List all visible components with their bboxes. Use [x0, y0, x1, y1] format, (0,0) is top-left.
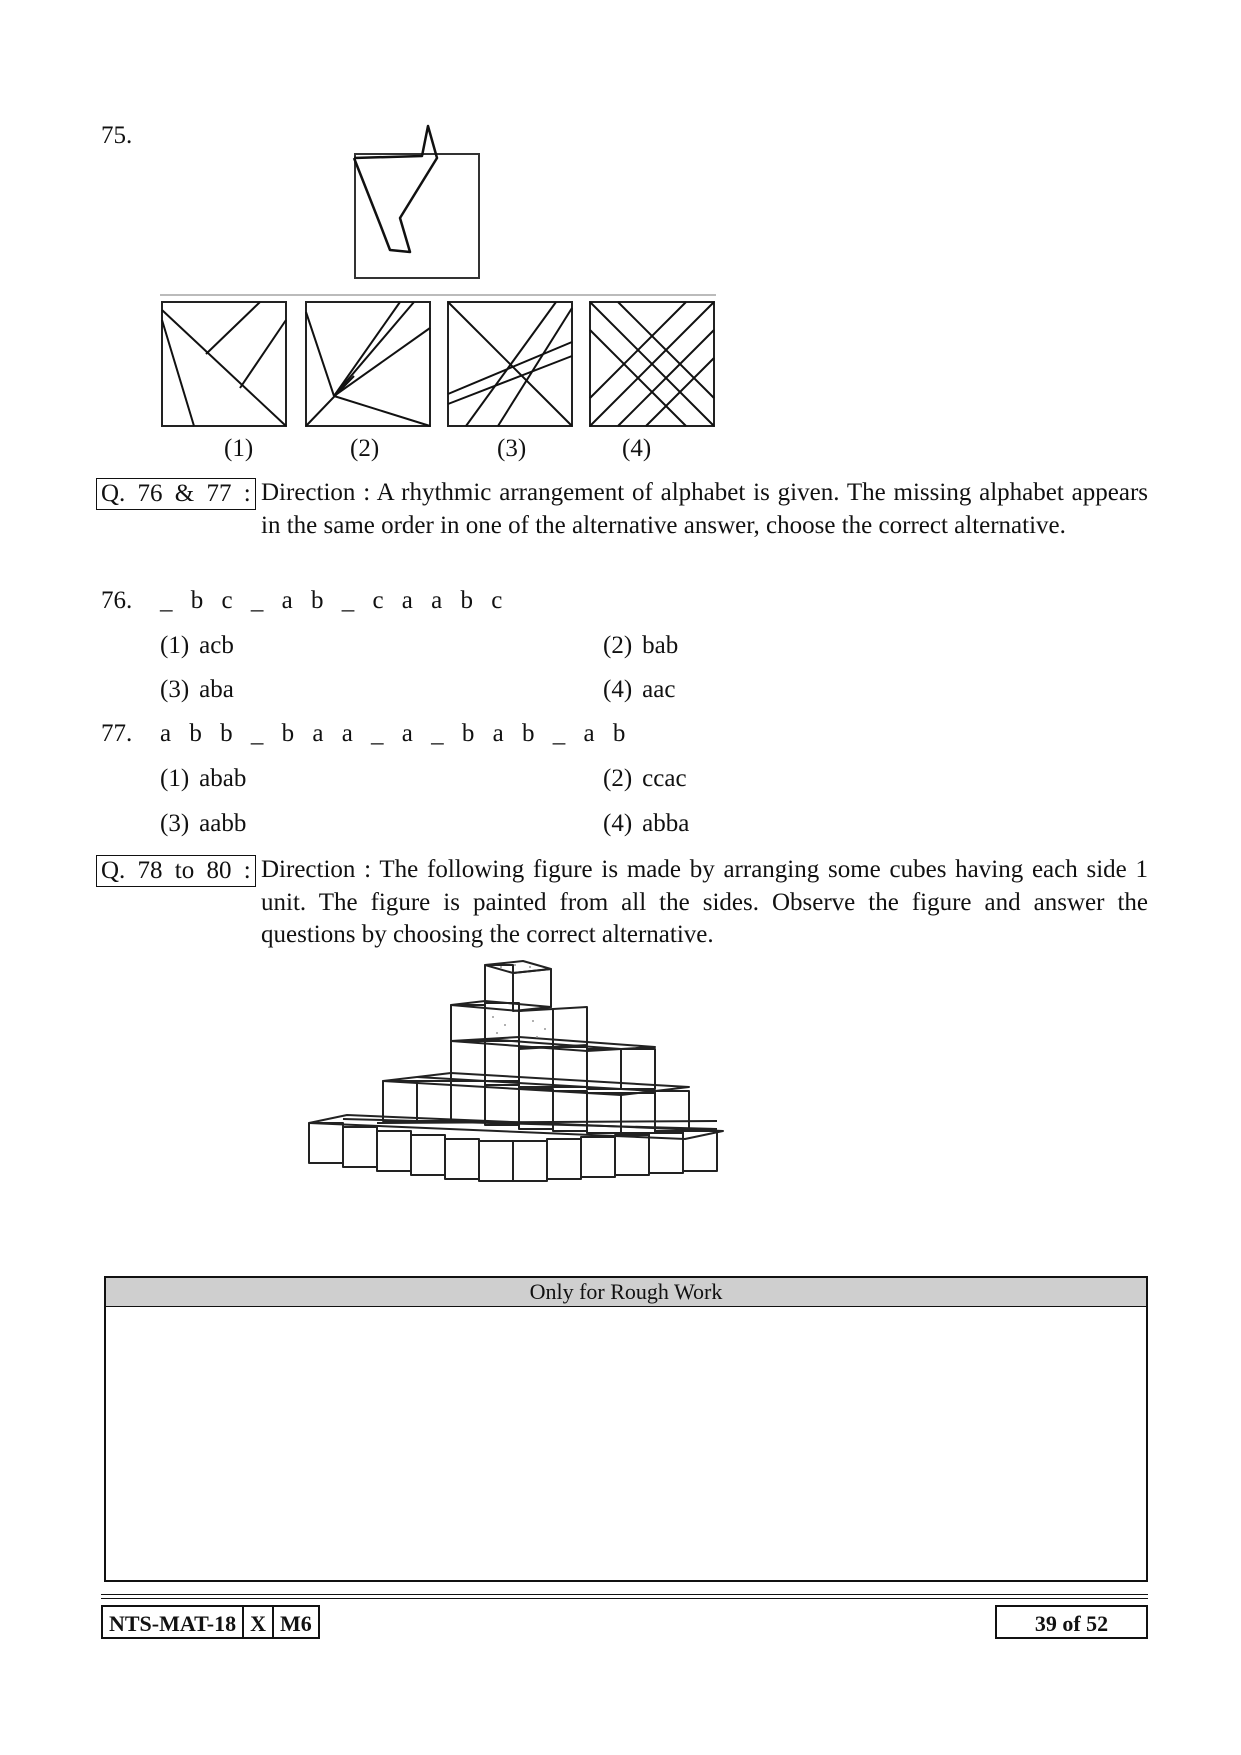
q76-option-3[interactable]: [160, 676, 234, 704]
option-label: (4): [603, 810, 633, 837]
direction-text-76-77: Direction : A rhythmic arrangement of alphabet is given. The missing alphabet appears in the same order in one of the alternative answer, choose the correct alternative.: [261, 479, 1148, 539]
option-text: aabb: [199, 810, 247, 837]
q75-option-figure-3: [446, 300, 574, 428]
q76-option-4[interactable]: [603, 676, 675, 704]
question-number-76: 76.: [101, 587, 133, 614]
option-label: (4): [603, 676, 633, 703]
option-text: acb: [199, 632, 234, 659]
footer-paper-code: [101, 1605, 320, 1639]
option-label: (3): [160, 810, 190, 837]
question-number-77: 77.: [101, 720, 133, 747]
q75-option-figure-2: [304, 300, 432, 428]
q77-sequence: a b b _ b a a _ a _ b a b _ a b: [160, 720, 627, 747]
cube-arrangement-figure: [305, 955, 735, 1235]
option-text: ccac: [642, 765, 687, 792]
direction-tag-76-77: Q. 76 & 77 :: [96, 478, 256, 510]
option-label: (1): [160, 632, 190, 659]
option-text: abba: [642, 810, 690, 837]
question-number-75: 75.: [101, 122, 133, 149]
figure-divider: [160, 294, 716, 296]
footer-rule: [101, 1594, 1148, 1595]
set-code: M6: [280, 1611, 312, 1636]
q75-option-label-1[interactable]: (1): [224, 435, 254, 462]
page-number: 39 of 52: [1034, 1611, 1109, 1636]
q75-option-label-4[interactable]: (4): [622, 435, 652, 462]
paper-code: NTS-MAT-18: [103, 1607, 244, 1637]
q75-option-label-2[interactable]: (2): [350, 435, 380, 462]
footer-page-number: [995, 1605, 1148, 1639]
footer-rule: [101, 1598, 1148, 1599]
rough-work-box[interactable]: [104, 1276, 1148, 1582]
option-text: bab: [642, 632, 679, 659]
q77-option-4[interactable]: [603, 810, 689, 838]
q75-option-figure-4: [588, 300, 716, 428]
q76-option-2[interactable]: [603, 632, 678, 660]
q77-option-1[interactable]: [160, 765, 246, 793]
direction-tag-78-80: Q. 78 to 80 :: [96, 855, 256, 887]
q77-option-2[interactable]: [603, 765, 687, 793]
q75-option-label-3[interactable]: (3): [497, 435, 527, 462]
option-label: (2): [603, 632, 633, 659]
q75-option-figure-1: [160, 300, 288, 428]
option-label: (3): [160, 676, 190, 703]
option-label: (1): [160, 765, 190, 792]
q76-sequence: _ b c _ a b _ c a a b c: [160, 587, 504, 614]
q77-option-3[interactable]: [160, 810, 246, 838]
q76-option-1[interactable]: [160, 632, 234, 660]
q75-question-figure: [350, 122, 485, 282]
class-code: X: [244, 1607, 274, 1637]
direction-text-78-80: Direction : The following figure is made by arranging some cubes having each side 1 unit. The figure is painted from all the sides. Observe the figure and answer the questions by choosing the correct alternative.: [261, 856, 1148, 948]
rough-work-label: Only for Rough Work: [106, 1278, 1146, 1307]
option-text: aba: [199, 676, 234, 703]
option-label: (2): [603, 765, 633, 792]
option-text: aac: [642, 676, 676, 703]
option-text: abab: [199, 765, 247, 792]
